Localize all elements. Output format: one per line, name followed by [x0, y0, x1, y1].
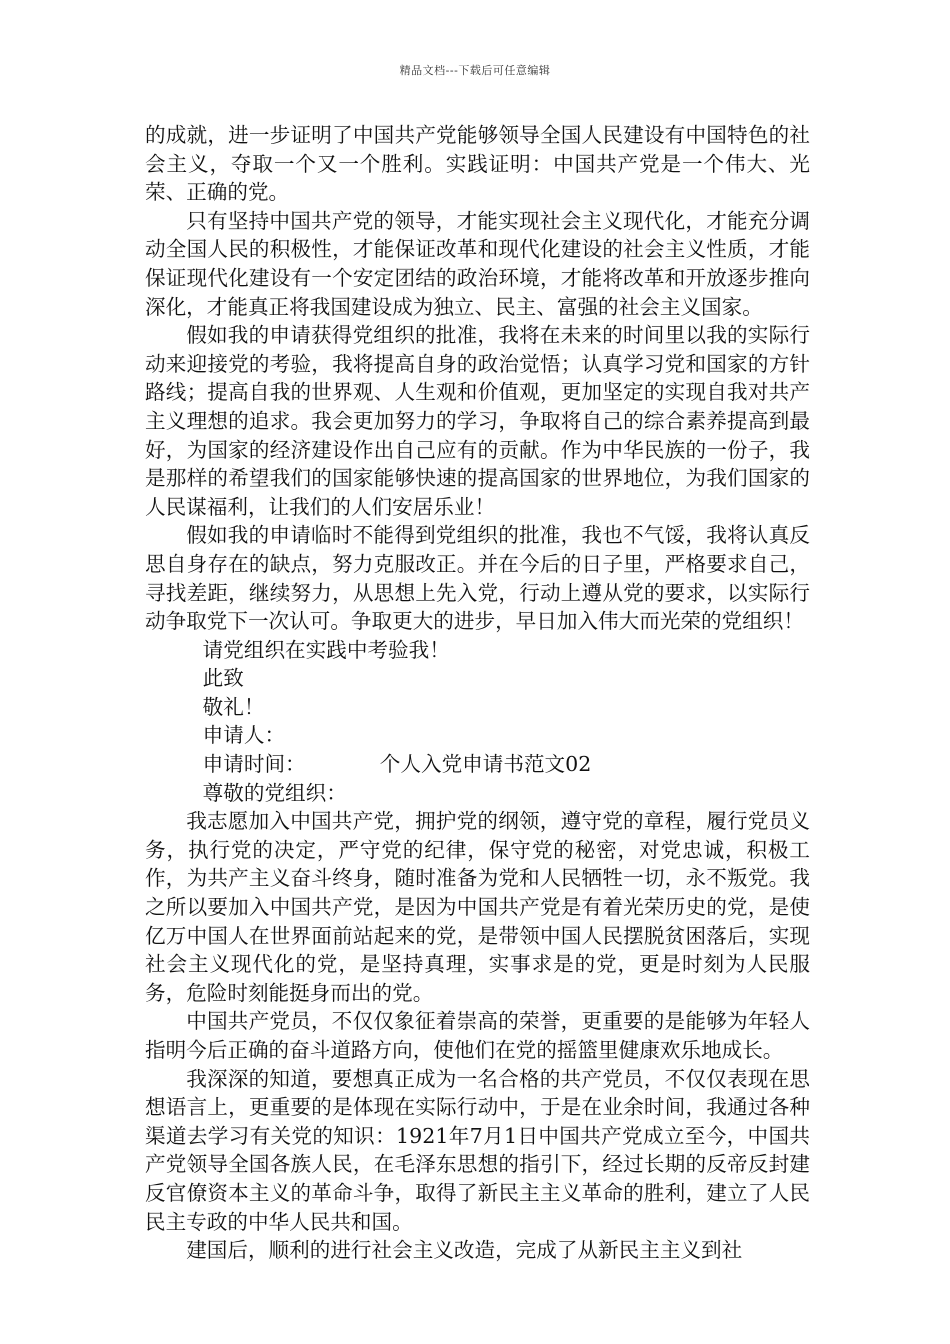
line-applicant: 申请人： [202, 723, 286, 748]
paragraph-party-history: 我深深的知道，要想真正成为一名合格的共产党员，不仅仅表现在思想语言上，更重要的是体现在实际行动中，于是在业余时间，我通过各种渠道去学习有关党的知识：1921年7月1日中国共产党成立至今，中国共产党领导全国各族人民，在毛泽东思想的指引下，经过长期的反帝反封建反官僚资本主义的革命斗争，取得了新民主主义革命的胜利，建立了人民民主专政的中华人民共和国。 [145, 1066, 810, 1234]
paragraph-if-not-approved: 假如我的申请临时不能得到党组织的批准，我也不气馁，我将认真反思自身存在的缺点，努力克服改正。并在今后的日子里，严格要求自己，寻找差距，继续努力，从思想上先入党，行动上遵从党的要求，以实际行动争取党下一次认可。争取更大的进步，早日加入伟大而光荣的党组织！ [145, 523, 810, 634]
line-request-test: 请党组织在实践中考验我！ [202, 637, 450, 662]
paragraph-party-leadership: 只有坚持中国共产党的领导，才能实现社会主义现代化，才能充分调动全国人民的积极性，才能保证改革和现代化建设的社会主义性质，才能保证现代化建设有一个安定团结的政治环境，才能将改革和开放逐步推向深化，才能真正将我国建设成为独立、民主、富强的社会主义国家。 [145, 208, 810, 319]
line-cizhi: 此致 [202, 666, 244, 691]
line-greeting: 尊敬的党组织： [202, 780, 347, 805]
line-application-date: 申请时间： [202, 752, 306, 777]
paragraph-achievement-continued: 的成就，进一步证明了中国共产党能够领导全国人民建设有中国特色的社会主义，夺取一个又一个胜利。实践证明：中国共产党是一个伟大、光荣、正确的党。 [145, 123, 810, 205]
line-date-and-title [145, 750, 810, 779]
paragraph-party-member-honor: 中国共产党员，不仅仅象征着崇高的荣誉，更重要的是能够为年轻人指明今后正确的奋斗道路方向，使他们在党的摇篮里健康欢乐地成长。 [145, 1009, 810, 1062]
page-header: 精品文档---下载后可任意编辑 [399, 64, 551, 77]
paragraph-if-approved: 假如我的申请获得党组织的批准，我将在未来的时间里以我的实际行动来迎接党的考验，我将提高自身的政治觉悟；认真学习党和国家的方针路线；提高自我的世界观、人生观和价值观，更加坚定的实现自我对共产主义理想的追求。我会更加努力的学习，争取将自己的综合素养提高到最好，为国家的经济建设作出自己应有的贡献。作为中华民族的一份子，我是那样的希望我们的国家能够快速的提高国家的世界地位，为我们国家的人民谋福利，让我们的人们安居乐业！ [145, 323, 810, 519]
paragraph-after-founding: 建国后，顺利的进行社会主义改造，完成了从新民主主义到社 [186, 1238, 743, 1263]
line-jingli: 敬礼！ [202, 694, 265, 719]
paragraph-volunteer-join: 我志愿加入中国共产党，拥护党的纲领，遵守党的章程，履行党员义务，执行党的决定，严守党的纪律，保守党的秘密，对党忠诚，积极工作，为共产主义奋斗终身，随时准备为党和人民牺牲一切，永不叛党。我之所以要加入中国共产党，是因为中国共产党是有着光荣历史的党，是使亿万中国人在世界面前站起来的党，是带领中国人民摆脱贫困落后，实现社会主义现代化的党，是坚持真理，实事求是的党，更是时刻为人民服务，危险时刻能挺身而出的党。 [145, 809, 810, 1005]
section-title-sample-02: 个人入党申请书范文02 [379, 752, 592, 777]
document-body [145, 121, 810, 1265]
